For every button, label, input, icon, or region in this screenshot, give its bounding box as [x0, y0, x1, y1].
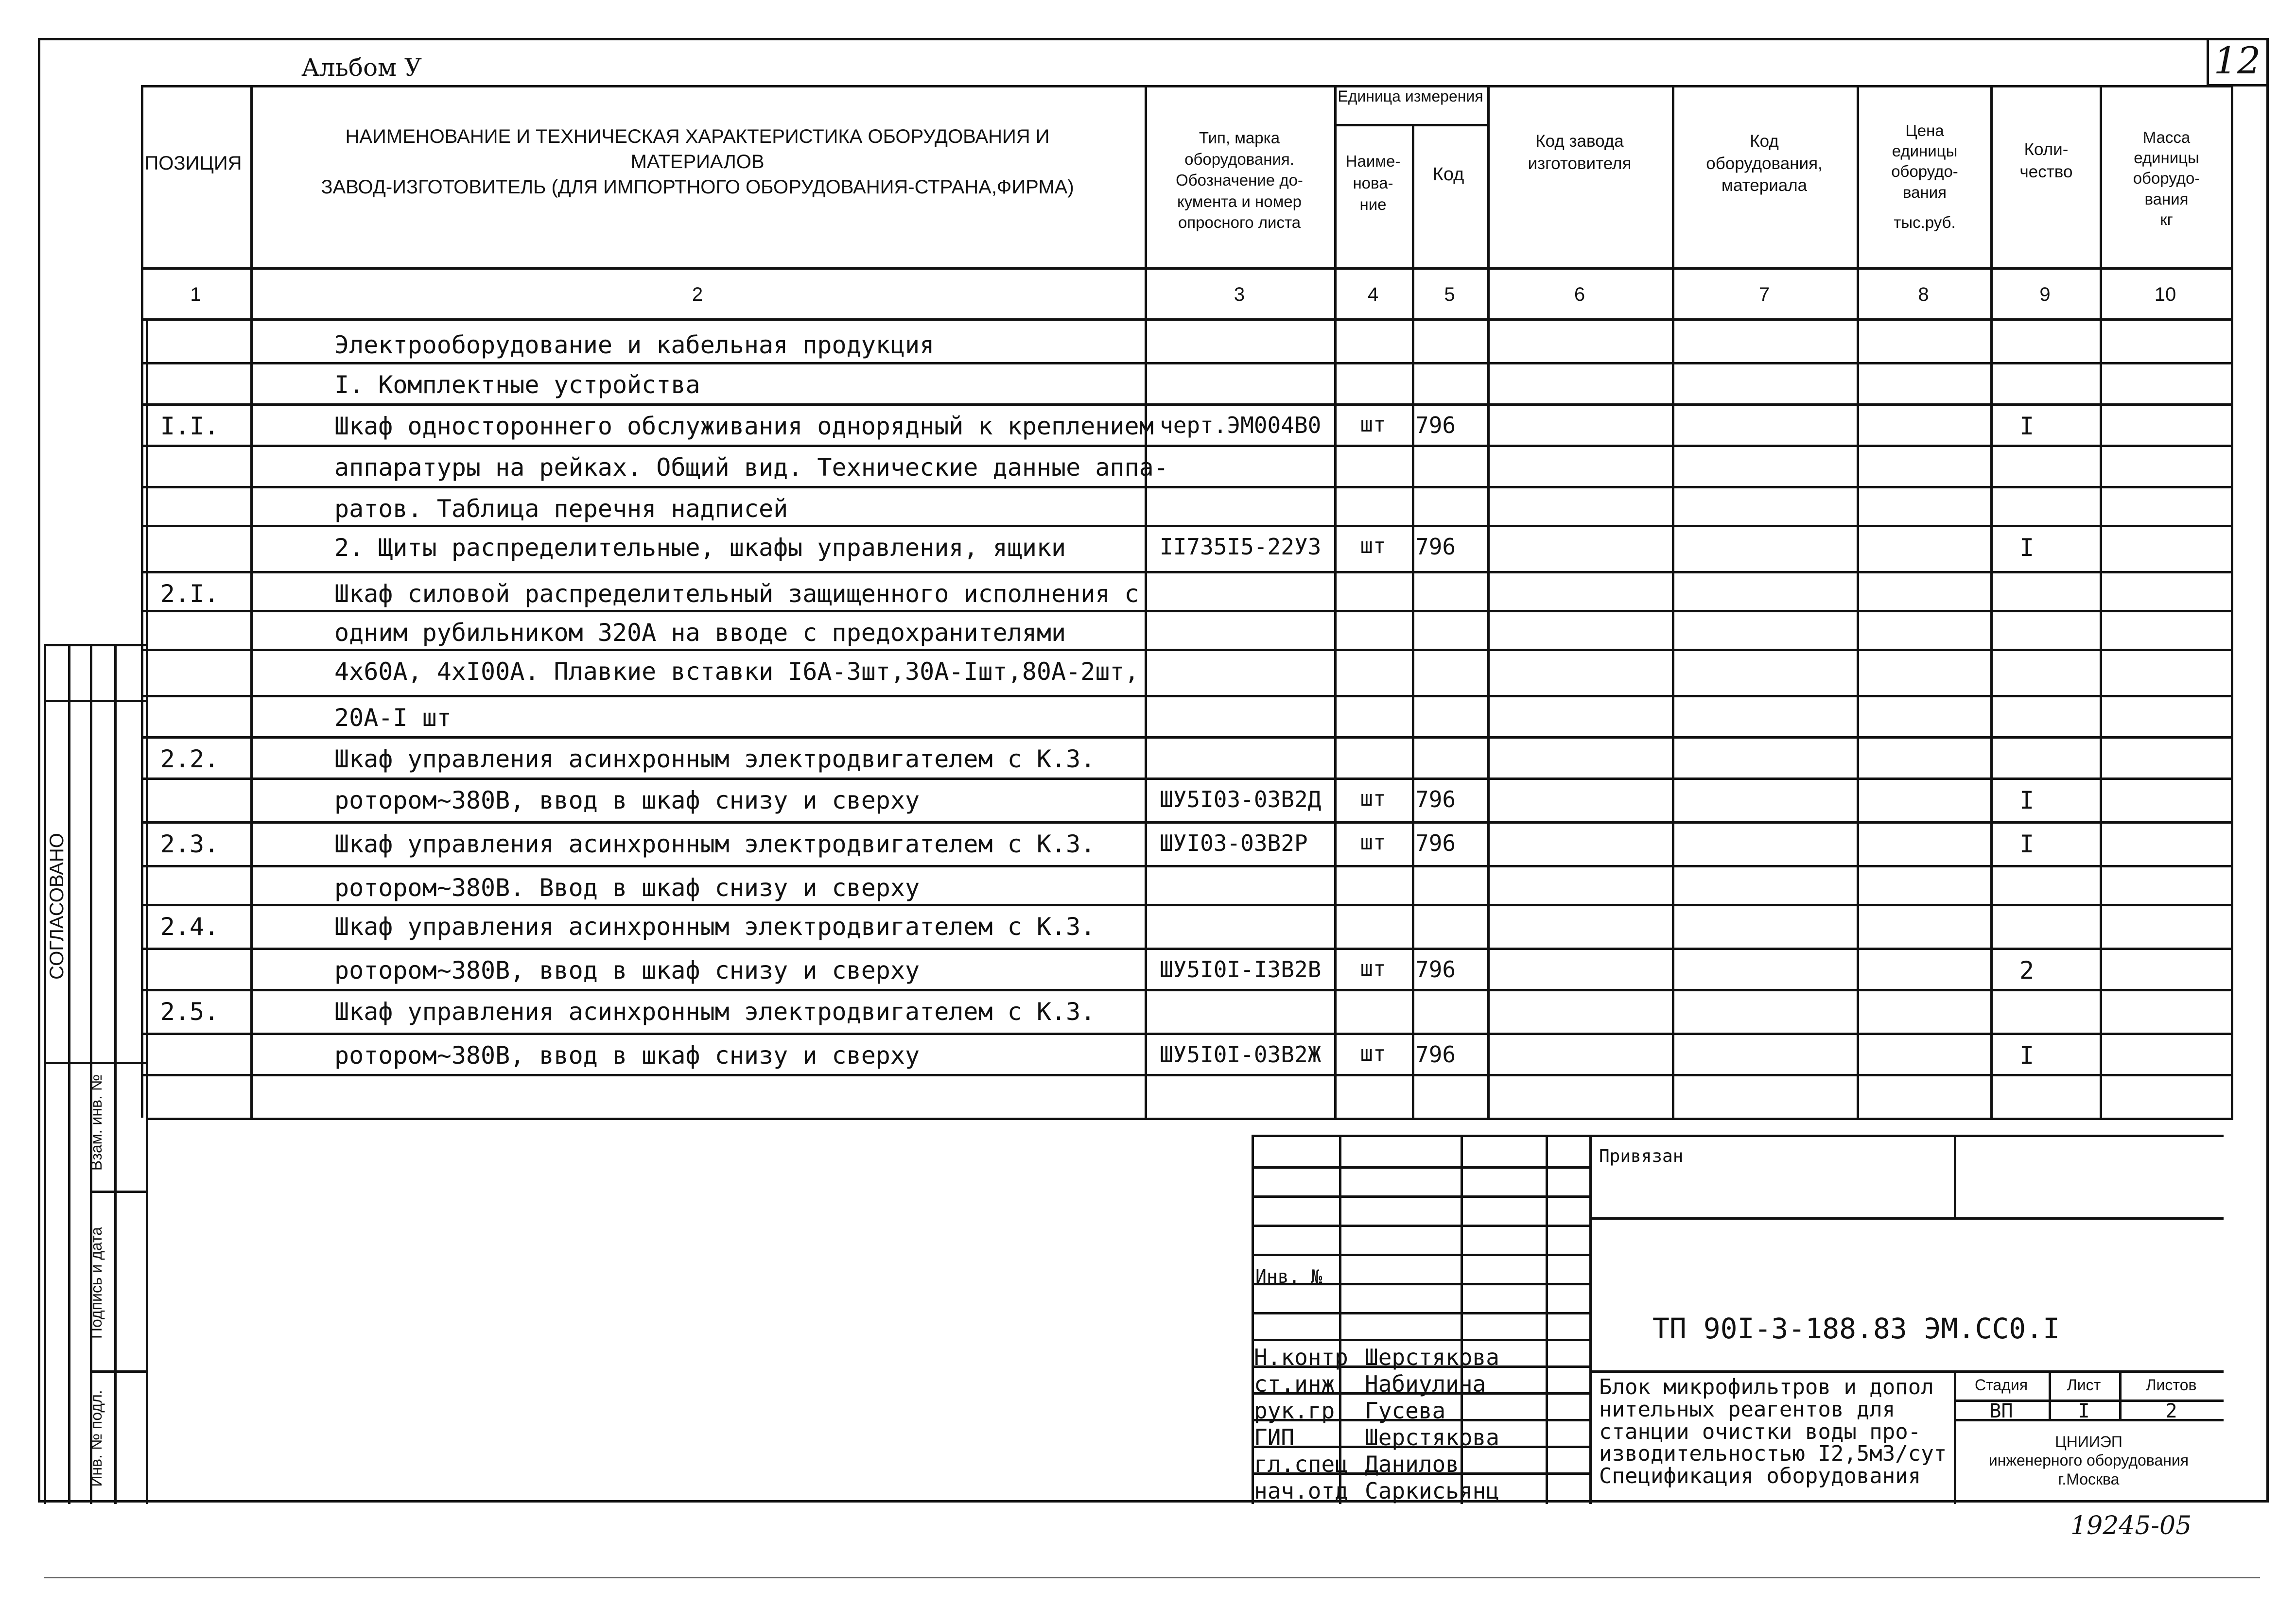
side-label-agreed: СОГЛАСОВАНО: [46, 833, 68, 980]
header-name-line2: МАТЕРИАЛОВ: [630, 151, 765, 173]
grid-line: [146, 1118, 2233, 1120]
grid-line: [141, 904, 2233, 906]
row-name: ротором~380В, ввод в шкаф снизу и сверху: [334, 786, 920, 814]
grid-line: [1412, 124, 1414, 1118]
description-line: Спецификация оборудования: [1599, 1464, 1921, 1488]
row-unit: шт: [1360, 534, 1386, 558]
row-name: Шкаф управления асинхронным электродвигателем с К.З.: [334, 913, 1096, 941]
grid-line: [141, 989, 2233, 991]
row-quantity: I: [2019, 830, 2035, 858]
header-type-line: Тип, марка: [1199, 129, 1280, 147]
grid-line: [141, 821, 2233, 824]
row-name: ротором~380В. Ввод в шкаф снизу и сверху: [334, 874, 920, 902]
row-unit-code: 796: [1415, 830, 1456, 856]
row-name: одним рубильником 320А на вводе с предохранителями: [334, 619, 1066, 647]
sheet-label: Лист: [2067, 1376, 2101, 1394]
footer-stamp: 19245-05: [2070, 1511, 2192, 1540]
grid-line: [1145, 85, 1147, 1118]
row-unit: шт: [1360, 956, 1386, 981]
row-unit: шт: [1360, 412, 1386, 437]
column-number: 3: [1234, 284, 1245, 305]
grid-line: [250, 85, 253, 1118]
row-type: II735I5-22У3: [1160, 534, 1322, 560]
grid-line: [1334, 124, 1487, 126]
header-quantity: [1993, 138, 2100, 183]
header-factory-code-line: Код завода: [1535, 132, 1624, 151]
row-type: ШУI03-03В2Р: [1160, 830, 1308, 856]
title-block-line: [1252, 1225, 1592, 1227]
row-unit: шт: [1360, 786, 1386, 811]
grid-line: [1672, 85, 1674, 1118]
header-price-line: оборудо-: [1891, 162, 1958, 181]
header-mass-line: кг: [2160, 210, 2173, 228]
header-unit-code: Код: [1432, 164, 1464, 185]
header-name: [250, 124, 1145, 200]
column-number: 7: [1758, 284, 1770, 305]
column-number: 10: [2154, 284, 2176, 305]
organization-line: ЦНИИЭП: [2055, 1433, 2122, 1451]
row-position: 2.5.: [160, 998, 219, 1026]
row-unit-code: 796: [1415, 1041, 1456, 1068]
signature-role: рук.гр: [1254, 1398, 1335, 1424]
stage-label: Стадия: [1974, 1376, 2028, 1394]
row-type: ШУ5I03-03В2Д: [1160, 786, 1322, 812]
signature-role: гл.спец: [1254, 1451, 1348, 1477]
header-equipment-code: [1674, 130, 1854, 197]
header-mass-line: Масса: [2142, 128, 2191, 146]
row-quantity: 2: [2019, 956, 2035, 985]
description-line: изводительностью I2,5м3/сут: [1599, 1441, 1947, 1467]
column-number: 5: [1444, 284, 1455, 305]
header-equipment-code-line: оборудования,: [1706, 154, 1823, 173]
grid-line: [141, 1033, 2233, 1035]
signature-name: Данилов: [1365, 1451, 1459, 1477]
row-unit-code: 796: [1415, 786, 1456, 812]
title-block-line: [1252, 1339, 1592, 1341]
signature-role: Н.контр: [1254, 1344, 1348, 1370]
row-unit-code: 796: [1415, 534, 1456, 560]
grid-line: [141, 1074, 2233, 1076]
header-unit-group: Единица измерения: [1338, 87, 1483, 105]
signature-name: Гусева: [1365, 1398, 1446, 1424]
row-quantity: I: [2019, 534, 2035, 562]
header-mass-line: единицы: [2134, 149, 2199, 167]
title-block-line: [1252, 1195, 1592, 1198]
header-name-line1: НАИМЕНОВАНИЕ И ТЕХНИЧЕСКАЯ ХАРАКТЕРИСТИКА ОБОРУДОВАНИЯ И: [345, 126, 1050, 147]
document-description: [1599, 1376, 1954, 1487]
grid-line: [1487, 85, 1490, 1118]
column-number: 1: [190, 284, 201, 305]
grid-line: [141, 736, 2233, 739]
row-position: 2.3.: [160, 830, 219, 858]
header-type-line: опросного листа: [1178, 213, 1301, 232]
header-type-line: Обозначение до-: [1176, 171, 1303, 190]
header-unit-name-line: ние: [1359, 195, 1387, 214]
header-price-line: вания: [1902, 183, 1947, 201]
row-name: I. Комплектные устройства: [334, 371, 700, 399]
row-unit: шт: [1360, 830, 1386, 855]
document-code: ТП 90I-3-188.83 ЭМ.СС0.I: [1652, 1312, 2060, 1345]
row-type: ШУ5I0I-03В2Ж: [1160, 1041, 1322, 1068]
grid-line: [141, 362, 2233, 364]
grid-line: [141, 695, 2233, 697]
side-label-inv-replace: Взам. инв. №: [87, 1074, 105, 1171]
signature-name: Шерстякова: [1365, 1344, 1499, 1370]
grid-line: [141, 445, 2233, 447]
grid-line: [141, 85, 2233, 87]
header-price-line: тыс.руб.: [1894, 213, 1956, 231]
row-name: Шкаф управления асинхронным электродвигателем с К.З.: [334, 830, 1096, 858]
row-name: 2. Щиты распределительные, шкафы управления, ящики: [334, 534, 1066, 562]
header-factory-code-line: изготовителя: [1528, 154, 1632, 173]
side-label-sign-date: Подпись и дата: [87, 1227, 105, 1339]
column-number: 6: [1574, 284, 1585, 305]
row-type: ШУ5I0I-I3В2В: [1160, 956, 1322, 983]
organization: [1954, 1433, 2224, 1488]
sheet-number: 12: [2213, 39, 2261, 82]
row-name: Шкаф силовой распределительный защищенного исполнения с: [334, 580, 1139, 608]
title-block-line: [1252, 1312, 1592, 1314]
header-quantity-line: Коли-: [2024, 140, 2069, 159]
signature-name: Саркисьянц: [1365, 1478, 1499, 1504]
grid-line: [141, 778, 2233, 780]
sheets-label: Листов: [2146, 1376, 2197, 1394]
sheet-value: I: [2078, 1400, 2090, 1422]
header-equipment-code-line: материала: [1721, 176, 1808, 195]
row-position: 2.2.: [160, 745, 219, 773]
header-price-line: Цена: [1905, 121, 1944, 139]
grid-line: [141, 610, 2233, 612]
title-block-line: [1252, 1166, 1592, 1169]
grid-line: [141, 649, 2233, 651]
header-price-line: единицы: [1892, 142, 1958, 160]
row-unit-code: 796: [1415, 956, 1456, 983]
sheets-value: 2: [2165, 1400, 2177, 1422]
inv-no-label: Инв. №: [1255, 1266, 1322, 1287]
grid-line: [141, 571, 2233, 573]
row-quantity: I: [2019, 786, 2035, 814]
row-position: I.I.: [160, 412, 219, 440]
column-number: 4: [1367, 284, 1379, 305]
header-position: ПОЗИЦИЯ: [144, 153, 242, 174]
header-mass: [2102, 127, 2231, 230]
row-position: 2.I.: [160, 580, 219, 608]
header-mass-line: оборудо-: [2133, 169, 2200, 188]
organization-line: г.Москва: [2058, 1470, 2120, 1488]
header-factory-code: [1490, 130, 1670, 174]
signature-name: Набиулина: [1365, 1371, 1486, 1397]
grid-line: [2100, 85, 2102, 1118]
organization-line: инженерного оборудования: [1988, 1451, 2189, 1469]
grid-line: [141, 525, 2233, 527]
signature-name: Шерстякова: [1365, 1424, 1499, 1451]
description-line: нительных реагентов для: [1599, 1397, 1896, 1422]
column-number: 9: [2039, 284, 2051, 305]
row-type: черт.ЭМ004В0: [1160, 412, 1322, 438]
stage-value: ВП: [1989, 1400, 2013, 1422]
row-unit: шт: [1360, 1041, 1386, 1066]
row-quantity: I: [2019, 1041, 2035, 1070]
header-price: [1859, 121, 1990, 233]
description-line: станции очистки воды про-: [1599, 1419, 1921, 1444]
row-name: Шкаф управления асинхронным электродвигателем с К.З.: [334, 998, 1096, 1026]
signature-role: ГИП: [1254, 1424, 1295, 1451]
row-name: ротором~380В, ввод в шкаф снизу и сверху: [334, 956, 920, 985]
header-type-line: кумента и номер: [1177, 192, 1302, 210]
row-name: ратов. Таблица перечня надписей: [334, 495, 788, 523]
row-name: Шкаф управления асинхронным электродвигателем с К.З.: [334, 745, 1096, 773]
row-position: 2.4.: [160, 913, 219, 941]
grid-line: [141, 403, 2233, 406]
signature-role: ст.инж: [1254, 1371, 1335, 1397]
row-unit-code: 796: [1415, 412, 1456, 438]
header-equipment-code-line: Код: [1750, 132, 1779, 151]
row-quantity: I: [2019, 412, 2035, 440]
header-type-line: оборудования.: [1184, 150, 1294, 168]
side-label-inv-orig: Инв. № подл.: [87, 1390, 105, 1487]
row-name: 4x60А, 4xI00А. Плавкие вставки I6А-3шт,30А-Iшт,80А-2шт,: [334, 657, 1139, 686]
grid-line: [141, 486, 2233, 488]
row-name: 20А-I шт: [334, 704, 452, 732]
grid-line: [1990, 85, 1993, 1118]
grid-line: [141, 318, 2233, 321]
header-type: [1147, 127, 1332, 233]
signature-role: нач.отд: [1254, 1478, 1348, 1504]
column-number: 8: [1918, 284, 1929, 305]
column-number: 2: [692, 284, 703, 305]
title-block-line: [1252, 1254, 1592, 1256]
grid-line: [141, 267, 2233, 270]
header-unit-name-line: Наиме-: [1345, 152, 1401, 170]
header-mass-line: вания: [2144, 190, 2189, 208]
grid-line: [141, 865, 2233, 867]
description-line: Блок микрофильтров и допол: [1599, 1375, 1934, 1400]
header-name-line3: ЗАВОД-ИЗГОТОВИТЕЛЬ (ДЛЯ ИМПОРТНОГО ОБОРУДОВАНИЯ-СТРАНА,ФИРМА): [321, 176, 1074, 198]
header-unit-name-line: нова-: [1353, 173, 1393, 192]
grid-line: [2231, 85, 2233, 1118]
header-quantity-line: чество: [2019, 162, 2073, 181]
header-unit-name: [1337, 151, 1409, 216]
album-label: Альбом У: [301, 53, 422, 82]
row-name: Шкаф одностороннего обслуживания однорядный к креплением: [334, 412, 1154, 440]
row-name: ротором~380В, ввод в шкаф снизу и сверху: [334, 1041, 920, 1070]
row-name: Электрооборудование и кабельная продукция: [334, 331, 935, 359]
grid-line: [1857, 85, 1859, 1118]
row-name: аппаратуры на рейках. Общий вид. Технические данные аппа-: [334, 453, 1168, 482]
bound-label: Привязан: [1599, 1146, 1684, 1166]
grid-line: [141, 948, 2233, 950]
